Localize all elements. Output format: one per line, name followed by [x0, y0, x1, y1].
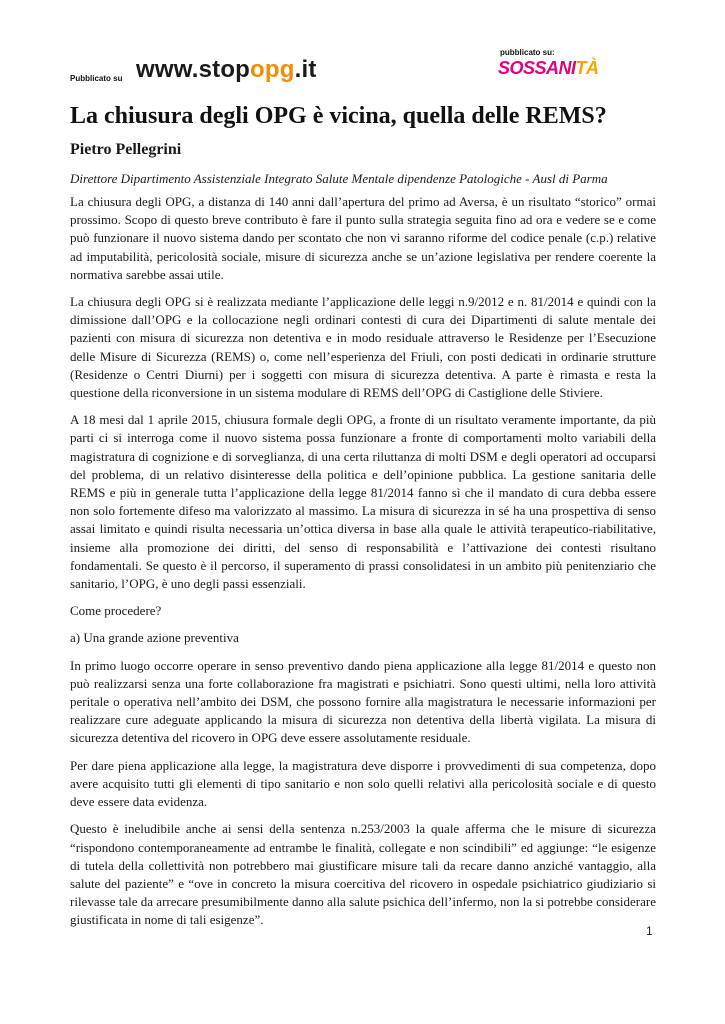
paragraph: Questo è ineludibile anche ai sensi della sentenza n.253/2003 la quale afferma che le misure di sicurezza “rispondono contemporaneamente ad entrambe le finalità, collegate e non scindibili” ed aggiunge: “le esigenze di tutela della collettività non potrebbero mai giustificare misure tali da recare danno anziché vantaggio, alla salute del paziente” e “ove in concreto la misura coercitiva del ricovero in ospedale psichiatrico giudiziario si rilevasse tale da arrecare presumibilmente danno alla salute psichica dell’infermo, non la si potrebbe considerare giustificata in nome di tali esigenze”. [70, 821, 656, 928]
paragraph: Per dare piena applicazione alla legge, la magistratura deve disporre i provvedimenti di sua competenza, dopo avere acquisito tutti gli elementi di tipo sanitario e non solo quelli relativi alla pericolosità sociale e di questo deve essere data evidenza. [70, 757, 656, 810]
sossanita-logo: SOSSANITÀ [498, 58, 599, 78]
stopopg-logo: www.stopopg.it [136, 56, 317, 83]
published-on-right-label: pubblicato su: [500, 48, 555, 57]
paragraph: La chiusura degli OPG si è realizzata mediante l’applicazione delle leggi n.9/2012 e n. 81/2014 e quindi con la dimissione dall’OPG e la collocazione negli ordinari contesti di cura dei Dipartimenti di salute mentale dei pazienti con misura di sicurezza non detentiva e in modo residuale attraverso le Residenze per l’Esecuzione delle Misure di Sicurezza (REMS) o, come nell’esperienza del Friuli, con posti dedicati in ordinarie strutture (Residenze o Centri Diurni) per i soggetti con misura di sicurezza detentiva. A parte è rimasta e resta la questione della riconversione in un sistema modulare di REMS dell’OPG di Castiglione delle Stiviere. [70, 294, 656, 401]
page-title: La chiusura degli OPG è vicina, quella delle REMS? [70, 103, 607, 129]
section-question: Come procedere? [70, 603, 162, 619]
paragraph: A 18 mesi dal 1 aprile 2015, chiusura formale degli OPG, a fronte di un risultato veramente importante, da più parti ci si interroga come il nuovo sistema possa funzionare a fronte di comportamenti molto variabili della magistratura di cognizione e di sorveglianza, di una certa riluttanza di molti DSM e degli operatori ad occuparsi del problema, di un relativo disinteresse della politica e dell’opinione pubblica. La gestione sanitaria delle REMS e più in generale tutta l’applicazione della legge 81/2014 fanno sì che il mandato di cura debba essere non solo fortemente difeso ma valorizzato al massimo. La misura di sicurezza in sé ha una prospettiva di senso assai limitato e quindi risulta necessaria un’ottica diversa in base alla quale le attività terapeutico-riabilitative, insieme alla promozione dei diritti, del senso di responsabilità e l’attivazione dei contesti risultano fondamentali. Se questo è il percorso, il superamento di prassi consolidatesi in un ambito più penitenziario che sanitario, l’OPG, è uno degli passi essenziali. [70, 412, 656, 592]
paragraph: In primo luogo occorre operare in senso preventivo dando piena applicazione alla legge 81/2014 e questo non può realizzarsi senza una forte collaborazione fra magistrati e psichiatri. Sono questi ultimi, nella loro attività peritale o operativa nell’ambito dei DSM, che possono fornire alla magistratura le necessarie informazioni per realizzare cure adeguate applicando la misura di sicurezza non detentiva della libertà vigilata. La misura di sicurezza detentiva del ricovero in OPG deve essere assolutamente residuale. [70, 657, 656, 746]
section-heading: a) Una grande azione preventiva [70, 630, 239, 646]
page-header [0, 0, 725, 96]
paragraph: La chiusura degli OPG, a distanza di 140 anni dall’apertura del primo ad Aversa, è un risultato “storico” ormai prossimo. Scopo di questo breve contributo è fare il punto sulla strategia seguita fino ad ora e vedere se e come può funzionare il nuovo sistema dando per scontato che non vi saranno riforme del codice penale (c.p.) relative ad imputabilità, pericolosità sociale, misure di sicurezza anche se un’azione legislativa per rendere coerente la normativa sarebbe assai utile. [70, 194, 656, 282]
page-number: 1 [646, 924, 653, 938]
author-name: Pietro Pellegrini [70, 141, 182, 158]
author-affiliation: Direttore Dipartimento Assistenziale Integrato Salute Mentale dipendenze Patologiche - Ausl di Parma [70, 171, 608, 186]
article-body [70, 193, 656, 939]
published-on-label: Pubblicato su [70, 74, 123, 83]
